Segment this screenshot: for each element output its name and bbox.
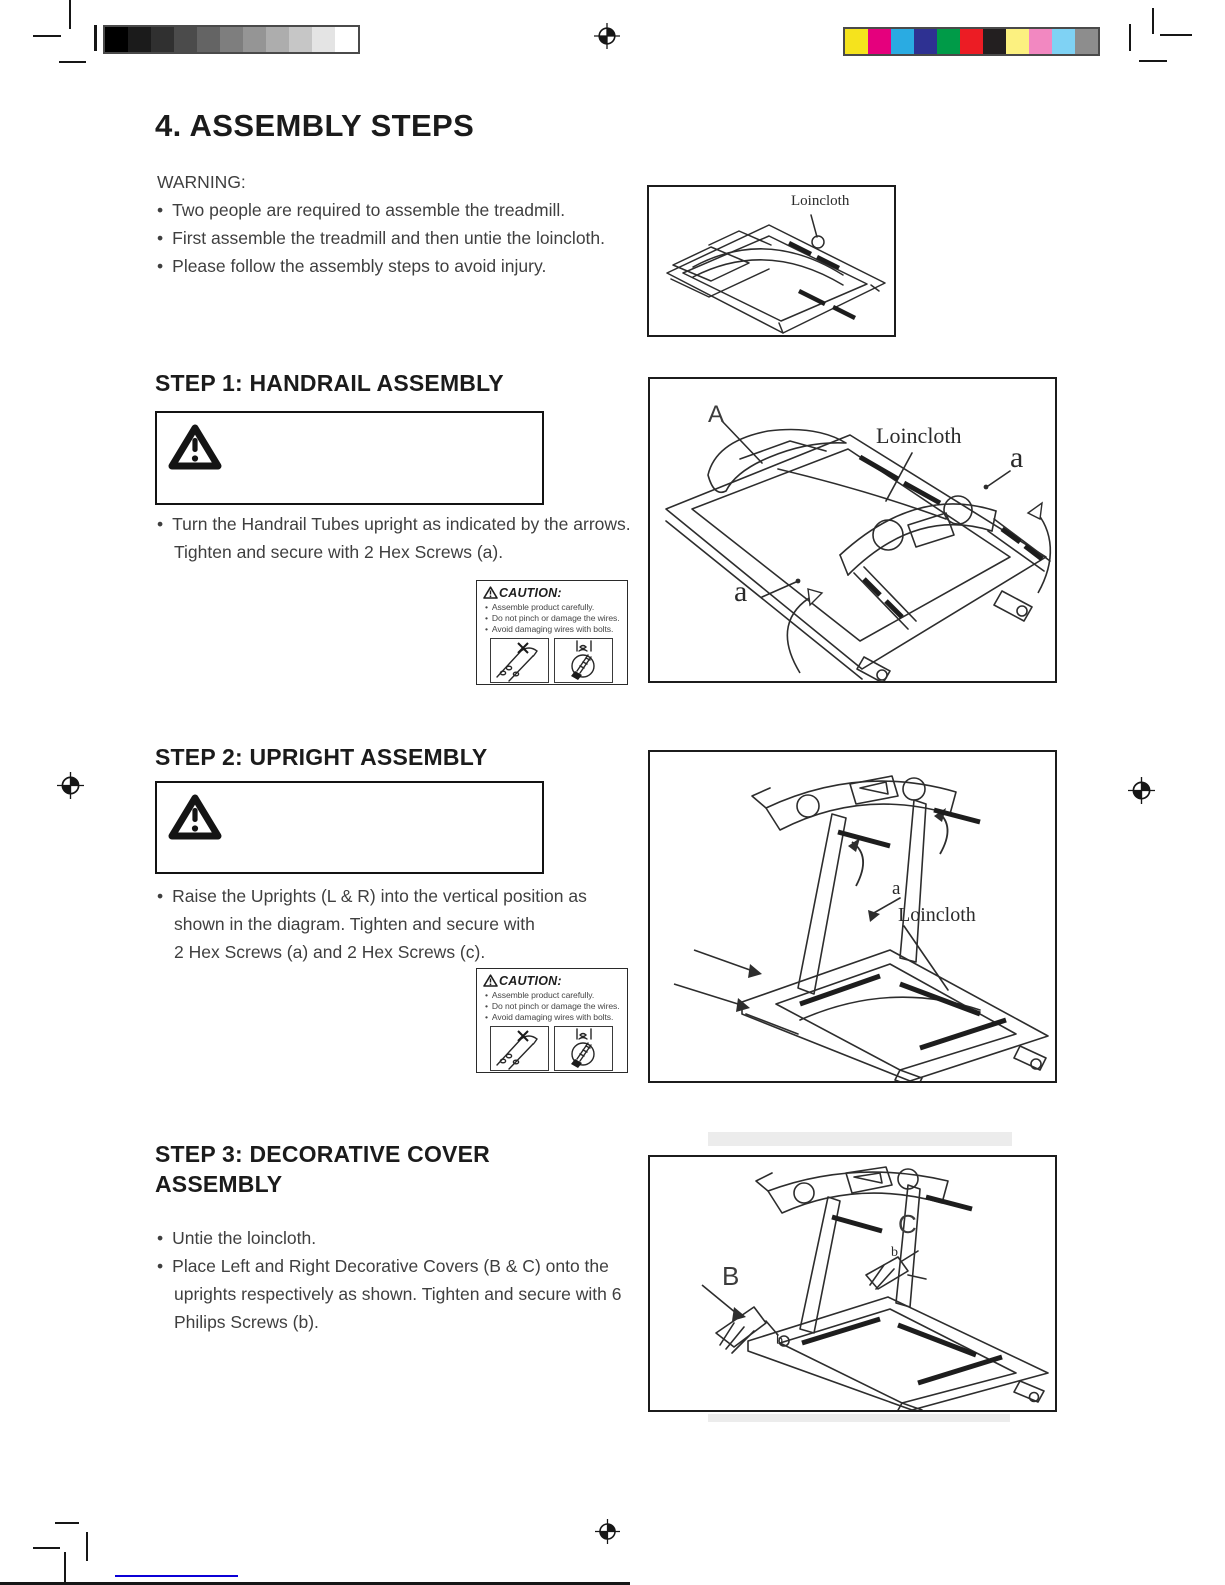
calibration-swatch — [312, 27, 335, 52]
pinched-wires-pictogram — [490, 1026, 549, 1071]
calibration-swatch — [335, 27, 358, 52]
crop-mark — [59, 61, 86, 63]
part-a-label: A — [708, 401, 725, 428]
step2-heading: STEP 2: UPRIGHT ASSEMBLY — [155, 744, 488, 770]
caution-triangle-icon — [483, 974, 498, 987]
calibration-swatch — [1029, 29, 1052, 54]
caution-bullet: • Do not pinch or damage the wires. — [485, 1001, 620, 1011]
screw-b-label: b — [891, 1245, 898, 1260]
part-b-label: B — [722, 1261, 740, 1291]
crop-mark — [33, 1547, 60, 1549]
calibration-swatch — [243, 27, 266, 52]
step2-instruction-line: 2 Hex Screws (a) and 2 Hex Screws (c). — [174, 942, 486, 962]
crop-mark — [1152, 8, 1154, 34]
warning-bullet: • Please follow the assembly steps to avoid injury. — [157, 256, 546, 277]
warning-triangle-icon — [167, 422, 223, 472]
calibration-swatch — [868, 29, 891, 54]
step2-warning-box — [155, 781, 544, 874]
crop-mark — [64, 1552, 66, 1584]
calibration-swatch — [1052, 29, 1075, 54]
calibration-swatch — [105, 27, 128, 52]
crop-mark — [33, 35, 61, 37]
calibration-swatch — [266, 27, 289, 52]
calibration-swatch — [914, 29, 937, 54]
grayscale-calibration-bar — [103, 25, 360, 54]
crop-mark — [86, 1532, 88, 1561]
crop-mark — [55, 1522, 79, 1524]
step1-instruction-line: • Turn the Handrail Tubes upright as indicated by the arrows. — [157, 514, 631, 535]
registration-mark-icon — [595, 1519, 620, 1544]
warning-bullet: • First assemble the treadmill and then untie the loincloth. — [157, 228, 605, 249]
step3-treadmill-drawing — [650, 1157, 1055, 1410]
screw-a-label: a — [1010, 441, 1024, 474]
calibration-swatch — [289, 27, 312, 52]
caution-bullet: • Assemble product carefully. — [485, 990, 594, 1000]
step1-warning-box — [155, 411, 544, 505]
color-calibration-bar — [843, 27, 1100, 56]
step3-heading-line2: ASSEMBLY — [155, 1171, 283, 1197]
loincloth-label: Loincloth — [898, 904, 976, 926]
caution-bullet: • Avoid damaging wires with bolts. — [485, 1012, 613, 1022]
caution-title: CAUTION: — [499, 586, 562, 600]
warning-bullet: • Two people are required to assemble the treadmill. — [157, 200, 565, 221]
warning-triangle-icon — [167, 792, 223, 842]
figure-folded-treadmill — [647, 185, 896, 337]
crop-mark — [69, 0, 71, 29]
registration-mark-icon — [57, 772, 84, 799]
calibration-swatch — [128, 27, 151, 52]
pinched-wires-pictogram — [490, 638, 549, 683]
screw-a-label: a — [892, 878, 901, 899]
caution-box — [476, 580, 628, 685]
loincloth-label: Loincloth — [791, 193, 850, 209]
screw-a-label: a — [734, 575, 748, 608]
step3-heading-line1: STEP 3: DECORATIVE COVER — [155, 1141, 490, 1167]
caution-box — [476, 968, 628, 1073]
crop-mark — [1129, 24, 1131, 51]
figure-step2-upright — [648, 750, 1057, 1083]
footer-blue-line — [115, 1575, 238, 1577]
step1-heading: STEP 1: HANDRAIL ASSEMBLY — [155, 370, 504, 396]
loincloth-label: Loincloth — [876, 423, 962, 448]
calibration-swatch — [197, 27, 220, 52]
folded-treadmill-drawing — [649, 187, 894, 335]
calibration-swatch — [891, 29, 914, 54]
scan-artifact — [708, 1132, 1012, 1146]
crop-mark — [94, 25, 97, 51]
scan-artifact — [708, 1414, 1010, 1422]
step3-instruction-line: • Place Left and Right Decorative Covers (B & C) onto the — [157, 1256, 609, 1277]
bolt-wire-damage-pictogram — [554, 638, 613, 683]
page-title: 4. ASSEMBLY STEPS — [155, 108, 475, 143]
calibration-swatch — [983, 29, 1006, 54]
screw-b-label: b — [776, 1333, 783, 1348]
step3-instruction-line: • Untie the loincloth. — [157, 1228, 316, 1249]
crop-mark — [1160, 34, 1192, 36]
figure-step1-handrail — [648, 377, 1057, 683]
calibration-swatch — [151, 27, 174, 52]
part-c-label: C — [898, 1209, 917, 1239]
step2-instruction-line: • Raise the Uprights (L & R) into the vertical position as — [157, 886, 587, 907]
step3-instruction-line: Philips Screws (b). — [174, 1312, 319, 1332]
calibration-swatch — [1075, 29, 1098, 54]
bolt-wire-damage-pictogram — [554, 1026, 613, 1071]
calibration-swatch — [845, 29, 868, 54]
step1-instruction-line: Tighten and secure with 2 Hex Screws (a). — [174, 542, 504, 562]
figure-step3-covers — [648, 1155, 1057, 1412]
caution-title: CAUTION: — [499, 974, 562, 988]
registration-mark-icon — [594, 23, 620, 49]
step3-instruction-line: uprights respectively as shown. Tighten and secure with 6 — [174, 1284, 622, 1304]
caution-bullet: • Do not pinch or damage the wires. — [485, 613, 620, 623]
warning-heading: WARNING: — [157, 172, 246, 192]
calibration-swatch — [220, 27, 243, 52]
step2-instruction-line: shown in the diagram. Tighten and secure with — [174, 914, 535, 934]
caution-triangle-icon — [483, 586, 498, 599]
calibration-swatch — [960, 29, 983, 54]
calibration-swatch — [1006, 29, 1029, 54]
crop-mark — [1139, 60, 1167, 62]
caution-bullet: • Assemble product carefully. — [485, 602, 594, 612]
caution-bullet: • Avoid damaging wires with bolts. — [485, 624, 613, 634]
calibration-swatch — [174, 27, 197, 52]
registration-mark-icon — [1128, 777, 1155, 804]
step2-treadmill-drawing — [650, 752, 1055, 1081]
calibration-swatch — [937, 29, 960, 54]
